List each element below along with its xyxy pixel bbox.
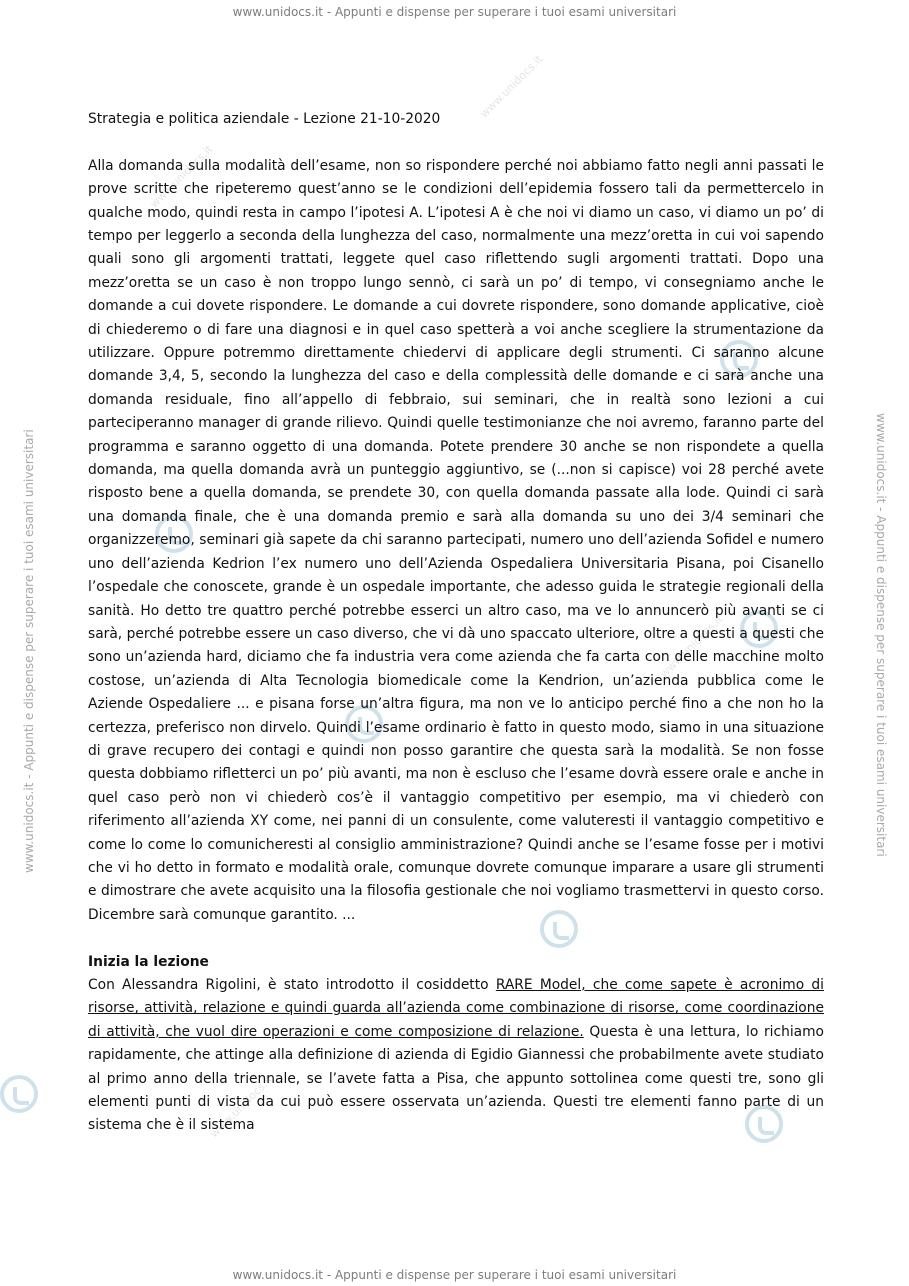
faint-watermark: www.unidocs.it — [207, 1072, 276, 1141]
rare-model-underlined-text: RARE Model, che come sapete è acronimo di risorse, attività, relazione e quindi guarda all’azienda come combinazione di risorse, come coordinazione di attività, che vuol dire operazioni e come composizione di relazione. — [88, 977, 824, 1040]
faint-watermark: www.unidocs.it — [657, 612, 726, 681]
side-watermark-right: www.unidocs.it - Appunti e dispense per superare i tuoi esami universitari — [874, 413, 888, 857]
side-watermark-left: www.unidocs.it - Appunti e dispense per superare i tuoi esami universitari — [22, 429, 36, 873]
paragraph-rare-rest: Questa è una lettura, lo richiamo rapidamente, che attinge alla definizione di azienda di Egidio Giannessi che probabilmente avete studiato al primo anno della triennale, se l’avete fatta a Pisa, che appunto sottolinea come questi tre, sono gli elementi punti di vista da cui può essere osservata un’azienda. Questi tre elementi fanno parte di un sistema che è il sistema — [88, 1023, 824, 1134]
faint-watermark: www.unidocs.it — [147, 142, 216, 211]
unidocs-logo-icon — [0, 1075, 38, 1113]
paragraph-gap — [88, 927, 824, 950]
document-body — [88, 108, 824, 1138]
paragraph-rare-intro: Con Alessandra Rigolini, è stato introdotto il cosiddetto — [88, 977, 496, 993]
faint-watermark: www.unidocs.it — [477, 52, 546, 121]
section-heading: Inizia la lezione — [88, 953, 209, 970]
paragraph-rare-model — [88, 974, 824, 1138]
footer-watermark: www.unidocs.it - Appunti e dispense per superare i tuoi esami universitari — [232, 1268, 677, 1282]
paragraph-exam-modality: Alla domanda sulla modalità dell’esame, non so rispondere perché noi abbiamo fatto negli anni passati le prove scritte che ripeteremo quest’anno se le condizioni dell’epidemia fossero tali da permettercelo in qualche modo, quindi resta in campo l’ipotesi A. L’ipotesi A è che noi vi diamo un caso, vi diamo un po’ di tempo per leggerlo a seconda della lunghezza del caso, normalmente una mezz’oretta in cui voi sapendo quali sono gli argomenti trattati, leggete quel caso riflettendo sugli argomenti trattati. Dopo una mezz’oretta se un caso è non troppo lungo sennò, ci sarà un po’ di tempo, vi consegniamo anche le domande a cui dovete rispondere. Le domande a cui dovrete rispondere, sono domande applicative, cioè di chiederemo o di fare una diagnosi e in quel caso spetterà a voi anche scegliere la strumentazione da utilizzare. Oppure potremmo direttamente chiedervi di applicare degli strumenti. Ci saranno alcune domande 3,4, 5, secondo la lunghezza del caso e della complessità delle domande e ci sarà anche una domanda residuale, fino all’appello di febbraio, sui seminari, che in realtà sono lezioni a cui parteciperanno manager di grande rilievo. Quindi quelle testimonianze che noi avremo, faranno parte del programma e saranno oggetto di una domanda. Potete prendere 30 anche se non rispondete a quella domanda, ma quella domanda avrà un punteggio aggiuntivo, se (...non si capisce) voi 28 perché avete risposto bene a quella domanda, se prendete 30, con quella domanda passate alla lode. Quindi ci sarà una domanda finale, che è una domanda premio e sarà alla domanda su uno dei 3/4 seminari che organizzeremo, seminari già sapete da chi saranno partecipati, numero uno dell’azienda Sofidel e numero uno dell’azienda Kedrion l’ex numero uno dell’Azienda Ospedaliera Universitaria Pisana, poi Cisanello l’ospedale che conoscete, grande è un ospedale importante, che adesso guida le strategie regionali della sanità. Ho detto tre quattro perché potrebbe esserci un altro caso, ma ve lo annuncerò più avanti se ci sarà, perché potrebbe essere un caso diverso, che vi dà uno spaccato ulteriore, oltre a questi a questi che sono un’azienda hard, diciamo che fa industria vera come azienda che fa carta con delle macchine molto costose, un’azienda di Alta Tecnologia biomedicale come la Kendrion, un’azienda pubblica come le Aziende Ospedaliere ... e pisana forse un’altra figura, ma non ve lo anticipo perché fino a che non ho la certezza, preferisco non dirvelo. Quindi l’esame ordinario è fatto in questo modo, siamo in una situazione di grave recupero dei contagi e quindi non posso garantire che questa sarà la modalità. Se non fosse questa dobbiamo rifletterci un po’ più avanti, ma non è escluso che l’esame dovrà essere orale e anche in quel caso però non vi chiederò cos’è il vantaggio competitivo per esempio, ma vi chiederò con riferimento all’azienda XY come, nei panni di un consulente, come valuteresti il vantaggio competitivo e come lo come lo comunicheresti al consiglio amministrazione? Quindi anche se l’esame fosse per i motivi che vi ho detto in formato e modalità orale, comunque dovrete comunque imparare a usare gli strumenti e dimostrare che avete acquisito una la filosofia gestionale che noi vogliamo trasmettervi in questo corso. Dicembre sarà comunque garantito. ... — [88, 157, 824, 923]
header-watermark: www.unidocs.it - Appunti e dispense per superare i tuoi esami universitari — [232, 5, 677, 19]
document-title: Strategia e politica aziendale - Lezione 21-10-2020 — [88, 111, 441, 127]
